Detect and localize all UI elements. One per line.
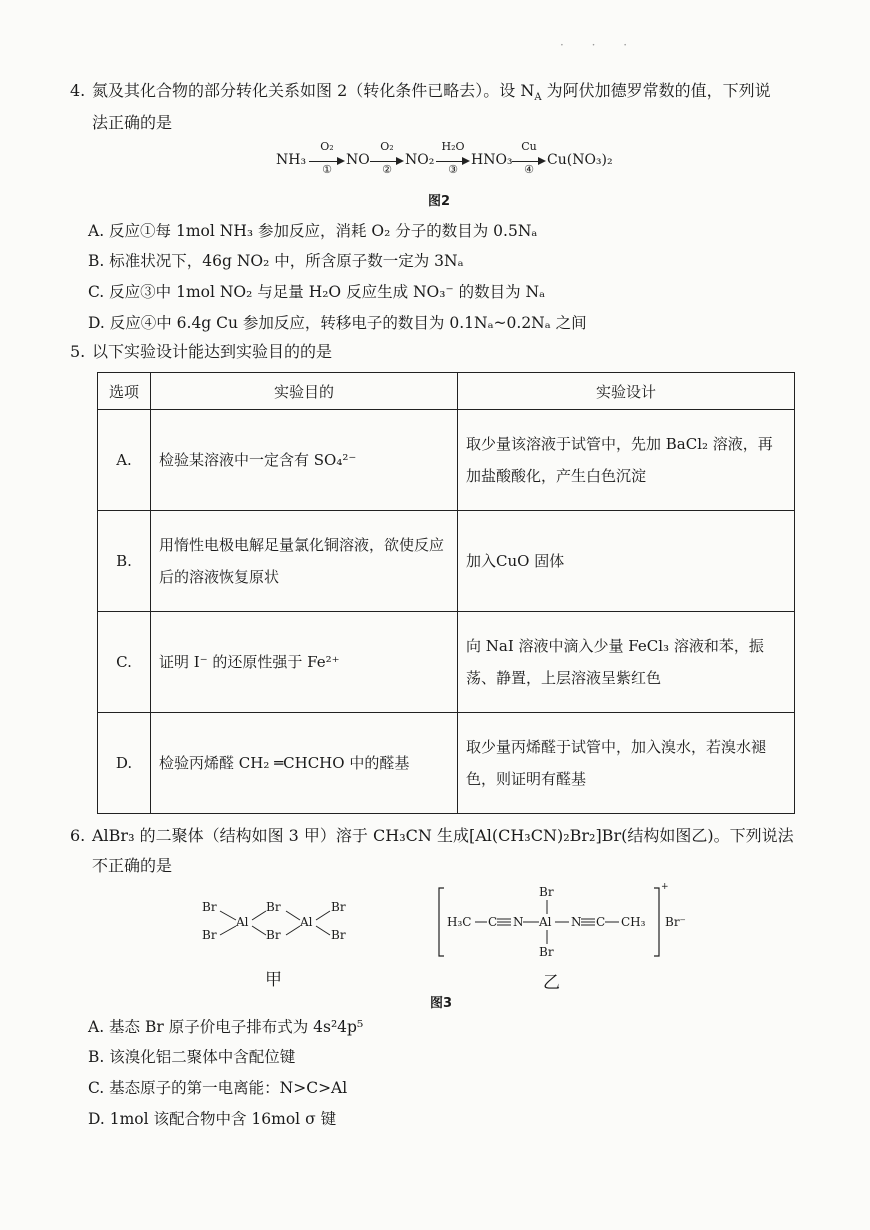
row-design: 取少量该溶液于试管中，先加 BaCl₂ 溶液，再加盐酸酸化，产生白色沉淀 [458,410,795,511]
row-goal: 检验丙烯醛 CH₂ ═CHCHO 中的醛基 [151,713,458,814]
atom-br: Br [266,900,281,914]
structure-jia-label: 甲 [265,970,282,990]
atom-n: N [571,915,582,929]
atom-al: Al [539,915,552,929]
q4-stem-line2: 法正确的是 [92,113,173,132]
structure-jia [200,898,370,948]
table-row [98,713,795,814]
atom-br: Br [202,900,217,914]
atom-al: Al [300,915,313,929]
q6-option-a: A. 基态 Br 原子价电子排布式为 4s²4p⁵ [88,1018,364,1036]
q4-stem-line1 [70,80,771,109]
group-h3c: H₃C [447,915,472,929]
q5-stem [70,341,332,363]
scan-dots: · · · [560,38,640,52]
q4-stem-tail: 为阿伏加德罗常数的值，下列说 [541,81,771,100]
arrow-4-step: ④ [524,163,534,176]
atom-n: N [513,915,524,929]
arrow-1-step: ① [322,163,332,176]
row-option: D. [98,713,151,814]
q5-number: 5. [70,342,86,361]
atom-br-top: Br [539,885,554,899]
arrow-3-step: ③ [448,163,458,176]
arrow-4-reagent: Cu [521,140,537,153]
header-option: 选项 [98,373,151,410]
atom-br: Br [331,900,346,914]
q5-stem-text: 以下实验设计能达到实验目的的是 [92,342,333,361]
q6-stem-line2: 不正确的是 [92,856,173,875]
figure-3-caption: 图3 [430,996,453,1011]
table-row [98,612,795,713]
q6-option-c: C. 基态原子的第一电离能：N>C>Al [88,1079,348,1097]
row-goal: 用惰性电极电解足量氯化铜溶液，欲使反应后的溶液恢复原状 [151,511,458,612]
q6-option-b: B. 该溴化铝二聚体中含配位键 [88,1048,296,1066]
q6-stem-line1 [70,825,794,847]
q5-table [97,372,795,814]
row-goal: 检验某溶液中一定含有 SO₄²⁻ [151,410,458,511]
row-design: 取少量丙烯醛于试管中，加入溴水，若溴水褪色，则证明有醛基 [458,713,795,814]
structure-yi-label: 乙 [543,973,560,993]
q4-reaction-chain [276,140,616,180]
q4-option-c: C. 反应③中 1mol NO₂ 与足量 H₂O 反应生成 NO₃⁻ 的数目为 Nₐ [88,283,546,301]
header-goal: 实验目的 [151,373,458,410]
q4-stem-sub: A [534,92,542,104]
counter-ion-br: Br⁻ [665,915,686,929]
row-design: 加入CuO 固体 [458,511,795,612]
row-design: 向 NaI 溶液中滴入少量 FeCl₃ 溶液和苯，振荡、静置，上层溶液呈紫红色 [458,612,795,713]
q4-option-a: A. 反应①每 1mol NH₃ 参加反应，消耗 O₂ 分子的数目为 0.5Nₐ [88,222,538,240]
arrow-1-reagent: O₂ [320,140,334,153]
arrow-4 [512,140,546,180]
arrow-3-reagent: H₂O [441,140,465,153]
table-row [98,511,795,612]
table-row [98,410,795,511]
charge-plus: + [661,882,669,892]
species-no2: NO₂ [405,152,435,168]
atom-c: C [596,915,606,929]
q4-option-b: B. 标准状况下，46g NO₂ 中，所含原子数一定为 3Nₐ [88,252,464,270]
atom-br: Br [331,928,346,942]
atom-br: Br [202,928,217,942]
structure-yi [435,882,695,962]
atom-br: Br [266,928,281,942]
group-ch3: CH₃ [621,915,646,929]
species-no: NO [346,152,370,168]
arrow-2-reagent: O₂ [380,140,394,153]
row-option: A. [98,410,151,511]
species-cu-no3-2: Cu(NO₃)₂ [547,152,613,168]
q4-number: 4. [70,81,86,100]
species-nh3: NH₃ [276,152,307,168]
q6-stem-text: AlBr₃ 的二聚体（结构如图 3 甲）溶于 CH₃CN 生成[Al(CH₃CN)₂Br₂]Br(结构如图乙)。下列说法 [92,826,794,845]
q4-stem-text: 氮及其化合物的部分转化关系如图 2（转化条件已略去）。设 N [92,81,535,100]
figure-2-caption: 图2 [428,194,451,209]
row-goal: 证明 I⁻ 的还原性强于 Fe²⁺ [151,612,458,713]
atom-c: C [488,915,498,929]
q4-option-d: D. 反应④中 6.4g Cu 参加反应，转移电子的数目为 0.1Nₐ~0.2Nₐ 之间 [88,314,587,332]
atom-br-bottom: Br [539,945,554,959]
arrow-2 [370,140,404,180]
row-option: C. [98,612,151,713]
arrow-2-step: ② [382,163,392,176]
arrow-1 [309,140,345,180]
structure-yi-bonds [435,882,695,962]
header-design: 实验设计 [458,373,795,410]
row-option: B. [98,511,151,612]
q6-number: 6. [70,826,86,845]
table-header-row [98,373,795,410]
arrow-3 [436,140,470,180]
atom-al: Al [236,915,249,929]
q6-option-d: D. 1mol 该配合物中含 16mol σ 键 [88,1110,337,1128]
species-hno3: HNO₃ [471,152,513,168]
